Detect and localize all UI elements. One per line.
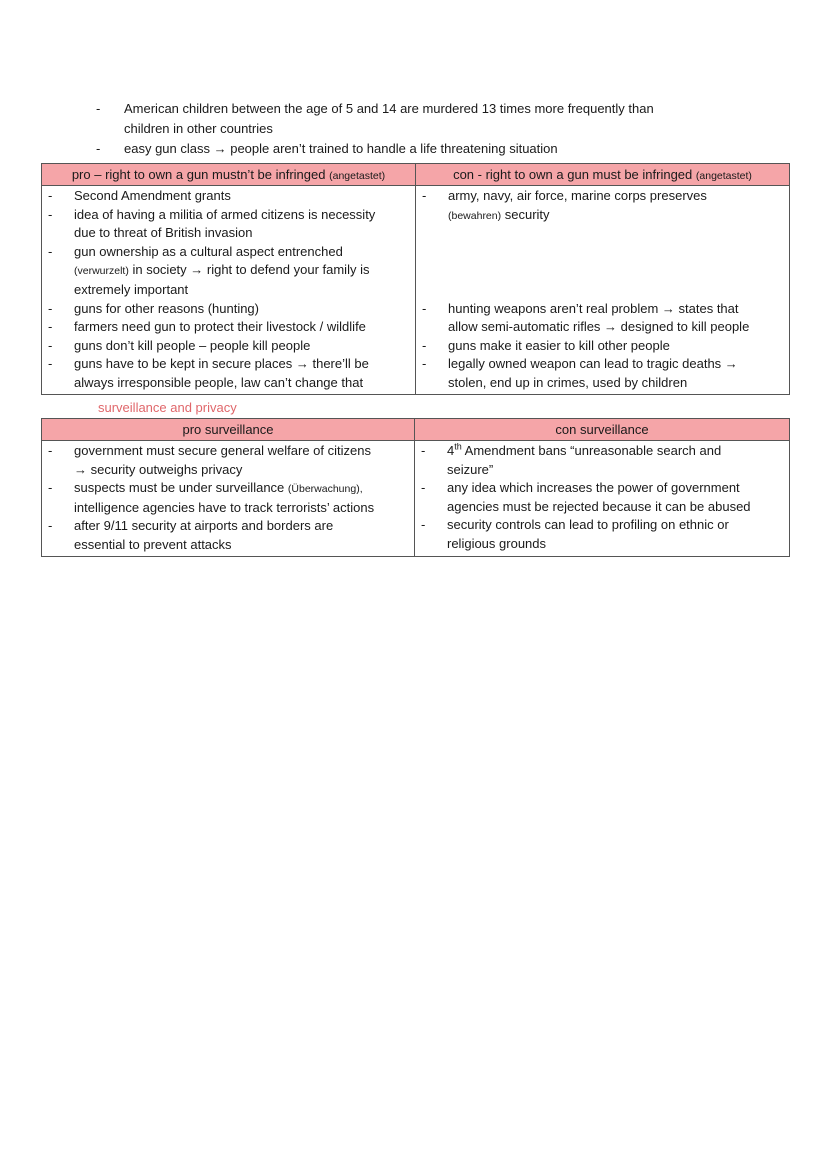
pro-gun-point: always irresponsible people, law can’t change that — [74, 374, 364, 390]
con-surveillance-point: seizure” — [447, 461, 494, 477]
bullet-text: easy gun class → people aren’t trained to handle a life threatening situation — [124, 141, 558, 156]
pro-gun-point: guns for other reasons (hunting) — [74, 300, 259, 316]
con-surveillance-point: agencies must be rejected because it can be abused — [447, 498, 751, 514]
pro-gun-point: guns have to be kept in secure places → there’ll be — [74, 356, 369, 372]
con-gun-point: hunting weapons aren’t real problem → states that — [448, 300, 739, 316]
pro-gun-point: Second Amendment grants — [74, 188, 231, 203]
intro-bullet — [96, 99, 736, 139]
pro-gun-point: (verwurzelt) in society → right to defend your family is — [74, 262, 370, 278]
pro-gun-point: farmers need gun to protect their livestock / wildlife — [74, 319, 366, 335]
pro-surveillance-point: → security outweighs privacy — [74, 461, 243, 477]
bullet-text: American children between the age of 5 and 14 are murdered 13 times more frequently than — [124, 101, 654, 116]
intro-bullet — [96, 139, 736, 159]
bullet-dash: - — [96, 141, 101, 156]
con-gun-point: stolen, end up in crimes, used by children — [448, 374, 688, 390]
pro-surveillance-point: suspects must be under surveillance (Überwachung), — [74, 480, 363, 496]
pro-surveillance-point: government must secure general welfare of citizens — [74, 443, 371, 458]
surveillance-table — [41, 418, 790, 557]
con-surveillance-point: any idea which increases the power of government — [447, 480, 740, 496]
gun-rights-table — [41, 163, 790, 395]
bullet-dash: - — [96, 101, 101, 116]
pro-gun-header: pro – right to own a gun mustn’t be infringed (angetastet) — [42, 164, 416, 186]
con-surveillance-point: 4th Amendment bans “unreasonable search and — [447, 441, 722, 458]
con-surveillance-header: con surveillance — [415, 419, 790, 441]
surveillance-subheading: surveillance and privacy — [98, 400, 237, 415]
con-gun-point: guns make it easier to kill other people — [448, 337, 670, 353]
pro-gun-point: extremely important — [74, 281, 189, 297]
intro-bullet-list — [96, 99, 736, 159]
con-surveillance-cell: - 4th Amendment bans “unreasonable search and seizure” - any idea which increases the power of government agencies must be rejected because it can be abused - security controls can lead to profiling on ethnic or religious grounds — [415, 441, 790, 557]
pro-gun-point: guns don’t kill people – people kill people — [74, 337, 311, 353]
con-gun-header: con - right to own a gun must be infringed (angetastet) — [416, 164, 790, 186]
con-surveillance-point: religious grounds — [447, 535, 547, 551]
pro-surveillance-point: essential to prevent attacks — [74, 536, 232, 552]
pro-surveillance-header: pro surveillance — [42, 419, 415, 441]
pro-gun-point: gun ownership as a cultural aspect entrenched — [74, 243, 343, 259]
con-gun-point: legally owned weapon can lead to tragic deaths → — [448, 356, 738, 372]
con-gun-cell: - army, navy, air force, marine corps preserves (bewahren) security - hunting weapons aren’t real problem → states that allow semi-automatic rifles → designed to kill people - guns make it easier to kill other people - legally owned weapon can lead to tragic deaths → stolen, end up in crimes, used by children — [416, 186, 790, 395]
pro-gun-cell: - Second Amendment grants - idea of having a militia of armed citizens is necessity due to threat of British invasion - gun ownership as a cultural aspect entrenched (verwurzelt) in society → right to defend your family is extremely important - guns for other reasons (hunting) - farmers need gun to protect their livestock / wildlife - guns don’t kill people – people kill people - guns have to be kept in secure places → there’ll be always irresponsible people, law can’t change that — [42, 186, 416, 395]
pro-surveillance-cell: - government must secure general welfare of citizens → security outweighs privacy - suspects must be under surveillance (Überwachung), intelligence agencies have to track terrorists’ actions - after 9/11 security at airports and borders are essential to prevent attacks — [42, 441, 415, 557]
con-gun-point: army, navy, air force, marine corps preserves — [448, 188, 707, 203]
pro-gun-point: due to threat of British invasion — [74, 225, 253, 241]
pro-gun-point: idea of having a militia of armed citizens is necessity — [74, 206, 376, 222]
con-surveillance-point: security controls can lead to profiling on ethnic or — [447, 517, 729, 533]
con-gun-point: allow semi-automatic rifles → designed to kill people — [448, 319, 750, 335]
con-gun-point: (bewahren) security — [448, 206, 550, 222]
pro-surveillance-point: intelligence agencies have to track terrorists’ actions — [74, 499, 375, 515]
pro-surveillance-point: after 9/11 security at airports and borders are — [74, 518, 334, 534]
bullet-text: children in other countries — [124, 121, 273, 136]
